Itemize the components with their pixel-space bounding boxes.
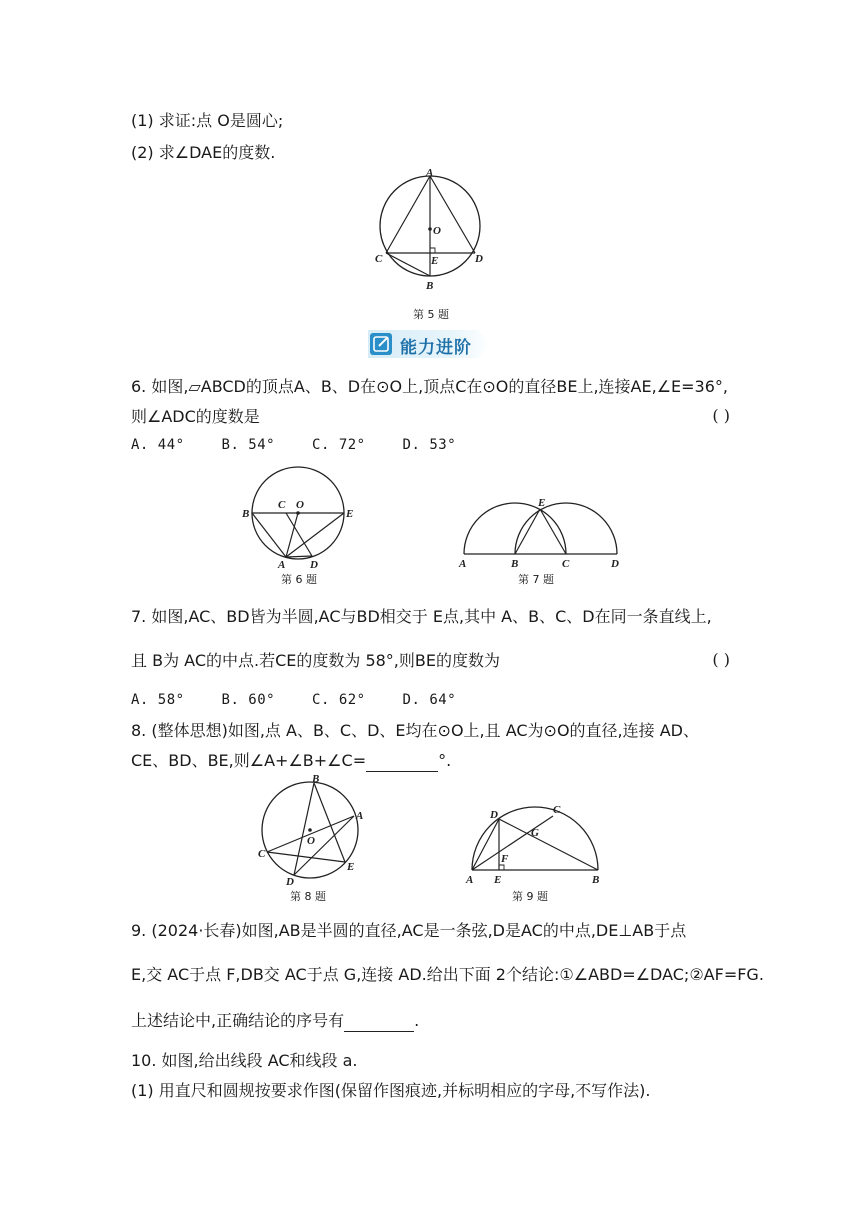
q7-option-c: C. 62° <box>312 692 366 708</box>
q9-line2: E,交 AC于点 F,DB交 AC于点 G,连接 AD.给出下面 2个结论:①∠ABD=∠DAC;②AF=FG. <box>131 965 764 984</box>
q8-caption: 第 8 题 <box>290 890 326 903</box>
section-title: 能力进阶 <box>400 338 472 358</box>
q5-part2: (2) 求∠DAE的度数. <box>131 143 276 162</box>
fig7-label-b: B <box>511 558 519 570</box>
section-banner <box>368 330 490 358</box>
q6-line2: 则∠ADC的度数是 <box>131 407 260 426</box>
fig7-label-a: A <box>459 558 467 570</box>
fig9-label-a: A <box>466 874 474 886</box>
fig8-label-d: D <box>286 876 294 886</box>
q7-option-b: B. 60° <box>221 692 276 708</box>
q6-option-a: A. 44° <box>131 437 185 453</box>
q9-line3-end: . <box>414 1011 420 1030</box>
figure-9 <box>460 798 610 888</box>
fig9-label-b: B <box>592 874 600 886</box>
fig5-label-b: B <box>426 280 434 292</box>
fig9-label-g: G <box>531 827 539 839</box>
fig9-label-f: F <box>501 853 509 865</box>
figure-6 <box>238 462 368 570</box>
fig6-label-d: D <box>310 559 318 570</box>
fig6-label-a: A <box>278 559 286 570</box>
q8-line2-end: °. <box>438 751 452 770</box>
q6-line1: 6. 如图,▱ABCD的顶点A、B、D在⊙O上,顶点C在⊙O的直径BE上,连接AE,∠E=36°, <box>131 377 728 396</box>
q8-line1: 8. (整体思想)如图,点 A、B、C、D、E均在⊙O上,且 AC为⊙O的直径,连接 AD、 <box>131 721 699 740</box>
fig9-label-c: C <box>553 804 561 816</box>
fig7-label-d: D <box>611 558 619 570</box>
q6-answer-bracket: ( ) <box>712 406 730 425</box>
fig8-label-c: C <box>258 848 266 860</box>
q6-option-c: C. 72° <box>312 437 366 453</box>
q6-option-d: D. 53° <box>402 437 457 453</box>
figure-8 <box>252 774 372 886</box>
q6-options <box>131 437 484 453</box>
figure-7 <box>455 494 625 574</box>
q8-line2: CE、BD、BE,则∠A+∠B+∠C= <box>131 751 367 770</box>
q9-line3-wrap <box>131 1010 419 1032</box>
fig9-label-d: D <box>490 809 498 821</box>
fig5-label-a: A <box>426 167 434 179</box>
q9-line3: 上述结论中,正确结论的序号有 <box>131 1011 345 1030</box>
q8-line2-wrap <box>131 750 451 772</box>
fig6-label-b: B <box>242 508 250 520</box>
fig5-label-c: C <box>375 253 383 265</box>
fig5-label-d: D <box>475 253 483 265</box>
fig8-label-b: B <box>312 774 320 785</box>
q7-options <box>131 692 484 708</box>
q5-caption: 第 5 题 <box>413 308 449 321</box>
q6-caption: 第 6 题 <box>281 573 317 586</box>
fig5-label-e: E <box>431 255 439 267</box>
fig8-label-o: O <box>307 835 315 847</box>
q7-option-d: D. 64° <box>402 692 457 708</box>
q7-line2: 且 B为 AC的中点.若CE的度数为 58°,则BE的度数为 <box>131 651 500 670</box>
fig6-label-c: C <box>278 499 286 511</box>
q10-line2: (1) 用直尺和圆规按要求作图(保留作图痕迹,并标明相应的字母,不写作法). <box>131 1081 651 1100</box>
fig6-label-e: E <box>346 508 354 520</box>
q7-line1: 7. 如图,AC、BD皆为半圆,AC与BD相交于 E点,其中 A、B、C、D在同一条直线上, <box>131 607 712 626</box>
q9-answer-blank[interactable] <box>344 1013 414 1032</box>
fig7-label-e: E <box>538 497 546 509</box>
fig5-label-o: O <box>433 225 441 237</box>
fig9-label-e: E <box>494 874 502 886</box>
q10-line1: 10. 如图,给出线段 AC和线段 a. <box>131 1051 358 1070</box>
q7-answer-bracket: ( ) <box>712 650 730 669</box>
fig7-label-c: C <box>562 558 570 570</box>
q7-caption: 第 7 题 <box>518 573 554 586</box>
figure-5 <box>365 166 495 296</box>
q9-caption: 第 9 题 <box>512 890 548 903</box>
q8-answer-blank[interactable] <box>366 753 438 772</box>
q5-part1: (1) 求证:点 O是圆心; <box>131 111 284 130</box>
q9-line1: 9. (2024·长春)如图,AB是半圆的直径,AC是一条弦,D是AC的中点,DE⊥AB于点 <box>131 921 687 940</box>
fig8-label-e: E <box>347 861 355 873</box>
pencil-icon <box>370 333 392 355</box>
q6-option-b: B. 54° <box>221 437 276 453</box>
q7-option-a: A. 58° <box>131 692 185 708</box>
fig8-label-a: A <box>356 810 364 822</box>
fig6-label-o: O <box>296 499 304 511</box>
